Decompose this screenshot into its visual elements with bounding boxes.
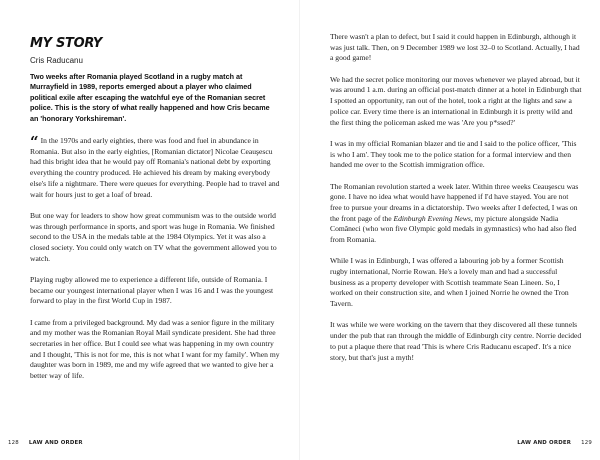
article-lead: Two weeks after Romania played Scotland in a rugby match at Murrayfield in 1989, reports emerged about a player who claimed political exile after escaping the watchful eye of the Romanian secret police. This is the story of what really happened and how Cris became an 'honorary Yorkshireman'. [30, 72, 270, 123]
body-paragraph: It was while we were working on the tavern that they discovered all these tunnels under the pub that ran through the middle of Edinburgh city centre. Norrie decided to put a plaque there that read 'This is where Cris Raducanu escaped'. It's a nice story, but that's just a myth! [330, 320, 582, 362]
running-head: LAW AND ORDER [517, 440, 572, 446]
body-paragraph: We had the secret police monitoring our moves whenever we played abroad, but it was around 1 a.m. during an official post-match dinner at a hotel in Edinburgh that I spotted an opportunity, ran out of the hotel, took a right at the lights and saw a police car. Every time there is an international in Edinburgh it is pretty wild and the first thing the policeman asked me was 'Are you p*ssed?' [330, 74, 582, 127]
right-body-text [330, 32, 582, 374]
right-page [300, 0, 600, 460]
right-footer [517, 440, 592, 446]
body-paragraph: I was in my official Romanian blazer and tie and I said to the police officer, 'This is who I am'. They took me to the police station for a formal interview and then handed me over to the Scottish immigration office. [330, 138, 577, 170]
body-paragraph: Playing rugby allowed me to experience a different life, outside of Romania. I became our youngest international player when I was 16 and I was the youngest forward to play in the first World Cup in 1987. [30, 274, 274, 306]
author-byline: Cris Raducanu [30, 56, 83, 65]
body-paragraph: While I was in Edinburgh, I was offered a labouring job by a former Scottish rugby international, Norrie Rowan. He's a lovely man and had a successful business as a property developer with Scottish teammate Sean Lineen. So, I worked on their construction site, and when I joined Norrie he owned the Tron Tavern. [330, 256, 569, 309]
page-number: 129 [581, 440, 592, 446]
left-footer [8, 440, 83, 446]
running-head: LAW AND ORDER [28, 440, 83, 446]
body-paragraph: The Romanian revolution started a week later. Within three weeks Ceauşescu was gone. I have no idea what would have happened if I'd have stayed. You are not free to pursue your dreams in a dictatorship. Two weeks after I defected, I was on the front page of the Edinburgh Evening News, my picture alongside Nadia Comăneci (who won five Olympic gold medals in gymnastics) who had also fled from Romania. [330, 181, 579, 245]
quote-mark-icon: “ [30, 133, 39, 151]
article-title: MY STORY [30, 36, 102, 51]
body-paragraph: I came from a privileged background. My dad was a senior figure in the military and my mother was the Romanian Royal Mail syndicate president. She had three secretaries in her office. But I could see what was happening in my own country and I thought, 'This is not for me, this is not what I want for my family'. When my daughter was born in 1989, me and my wife agreed that we wanted to give her a better way of life. [30, 317, 280, 381]
body-paragraph: There wasn't a plan to defect, but I said it could happen in Edinburgh, although it was just talk. Then, on 9 December 1989 we lost 32–0 to Scotland. Actually, I had a good game! [330, 32, 580, 63]
body-paragraph: But one way for leaders to show how great communism was to the outside world was through performance in sports, and sport was huge in Romania. We finished second to the USA in the medals table at the 1984 Olympics. Yet it was also a closed society. You could only watch on TV what the government allowed you to watch. [30, 210, 277, 263]
page-number: 128 [8, 440, 19, 446]
body-paragraph: “ In the 1970s and early eighties, there was food and fuel in abundance in Romania. But also in the early eighties, [Romanian dictator] Nicolae Ceauşescu had this bright idea that he would pay off Romania's national debt by exporting everything the country produced. He achieved his dream by making everybody else's life a nightmare. There were queues for everything. People had to travel and wait for hours just to get a loaf of bread. [30, 133, 280, 199]
left-body-text [30, 133, 282, 392]
